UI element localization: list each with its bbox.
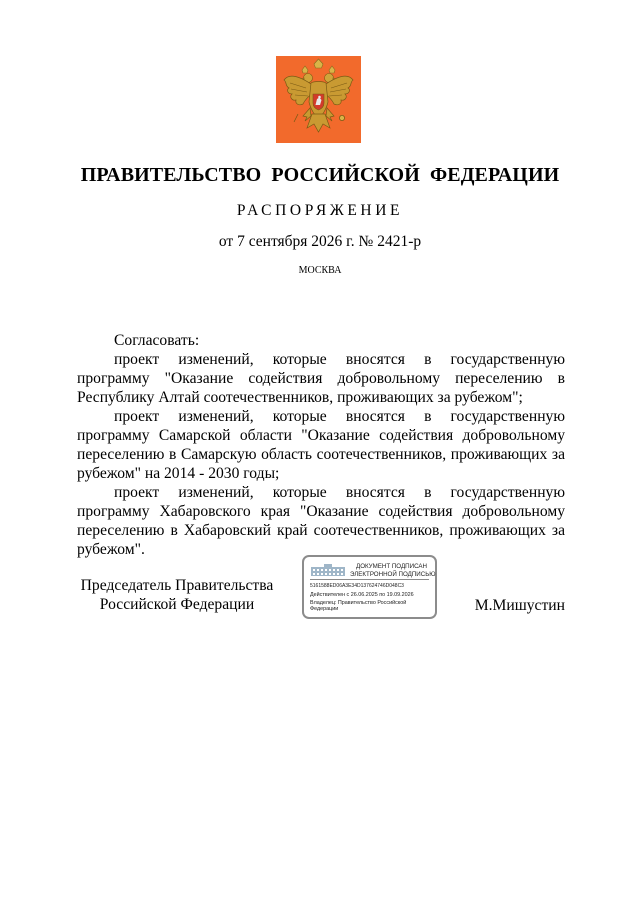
stamp-validity: Действителен с 26.06.2025 по 19.09.2026 (310, 592, 414, 598)
body-lead: Согласовать: (114, 332, 200, 349)
government-building-icon (310, 563, 346, 577)
body-item: проект изменений, которые вносятся в государственную программу "Оказание содействия добровольному переселению в Республику Алтай соотечественников, проживающих за рубежом"; (77, 351, 565, 406)
signer-role (77, 576, 277, 614)
document-city: МОСКВА (298, 265, 342, 276)
signer-role-line: Российской Федерации (99, 596, 255, 613)
electronic-signature-stamp (302, 555, 437, 619)
signer-name: М.Мишустин (474, 597, 565, 614)
coat-of-arms-svg (276, 56, 361, 143)
document-body (77, 331, 565, 559)
stamp-certificate-serial: 5161588ED06A3E34D137624746D048C3 (310, 583, 404, 589)
coat-of-arms-icon (276, 56, 361, 143)
body-item: проект изменений, которые вносятся в государственную программу Самарской области "Оказание содействия добровольному переселению в Самарскую область соотечественников, проживающих за рубежом" на 2014 - 2030 годы; (77, 408, 565, 482)
document-date-number: от 7 сентября 2026 г. № 2421-р (218, 233, 422, 250)
stamp-owner: Владелец: Правительство Российской Федерации (310, 600, 407, 613)
stamp-divider (310, 579, 429, 580)
stamp-title-line: ДОКУМЕНТ ПОДПИСАН (356, 563, 427, 570)
stamp-title-line: ЭЛЕКТРОННОЙ ПОДПИСЬЮ (350, 570, 436, 578)
document-type: РАСПОРЯЖЕНИЕ (236, 202, 404, 219)
body-item: проект изменений, которые вносятся в государственную программу Хабаровского края "Оказание содействия добровольному переселению в Хабаровский край соотечественников, проживающих за рубежом". (77, 484, 565, 558)
signer-role-line: Председатель Правительства (80, 577, 274, 594)
government-name: ПРАВИТЕЛЬСТВО РОССИЙСКОЙ ФЕДЕРАЦИИ (80, 164, 560, 186)
stamp-title (350, 563, 436, 578)
